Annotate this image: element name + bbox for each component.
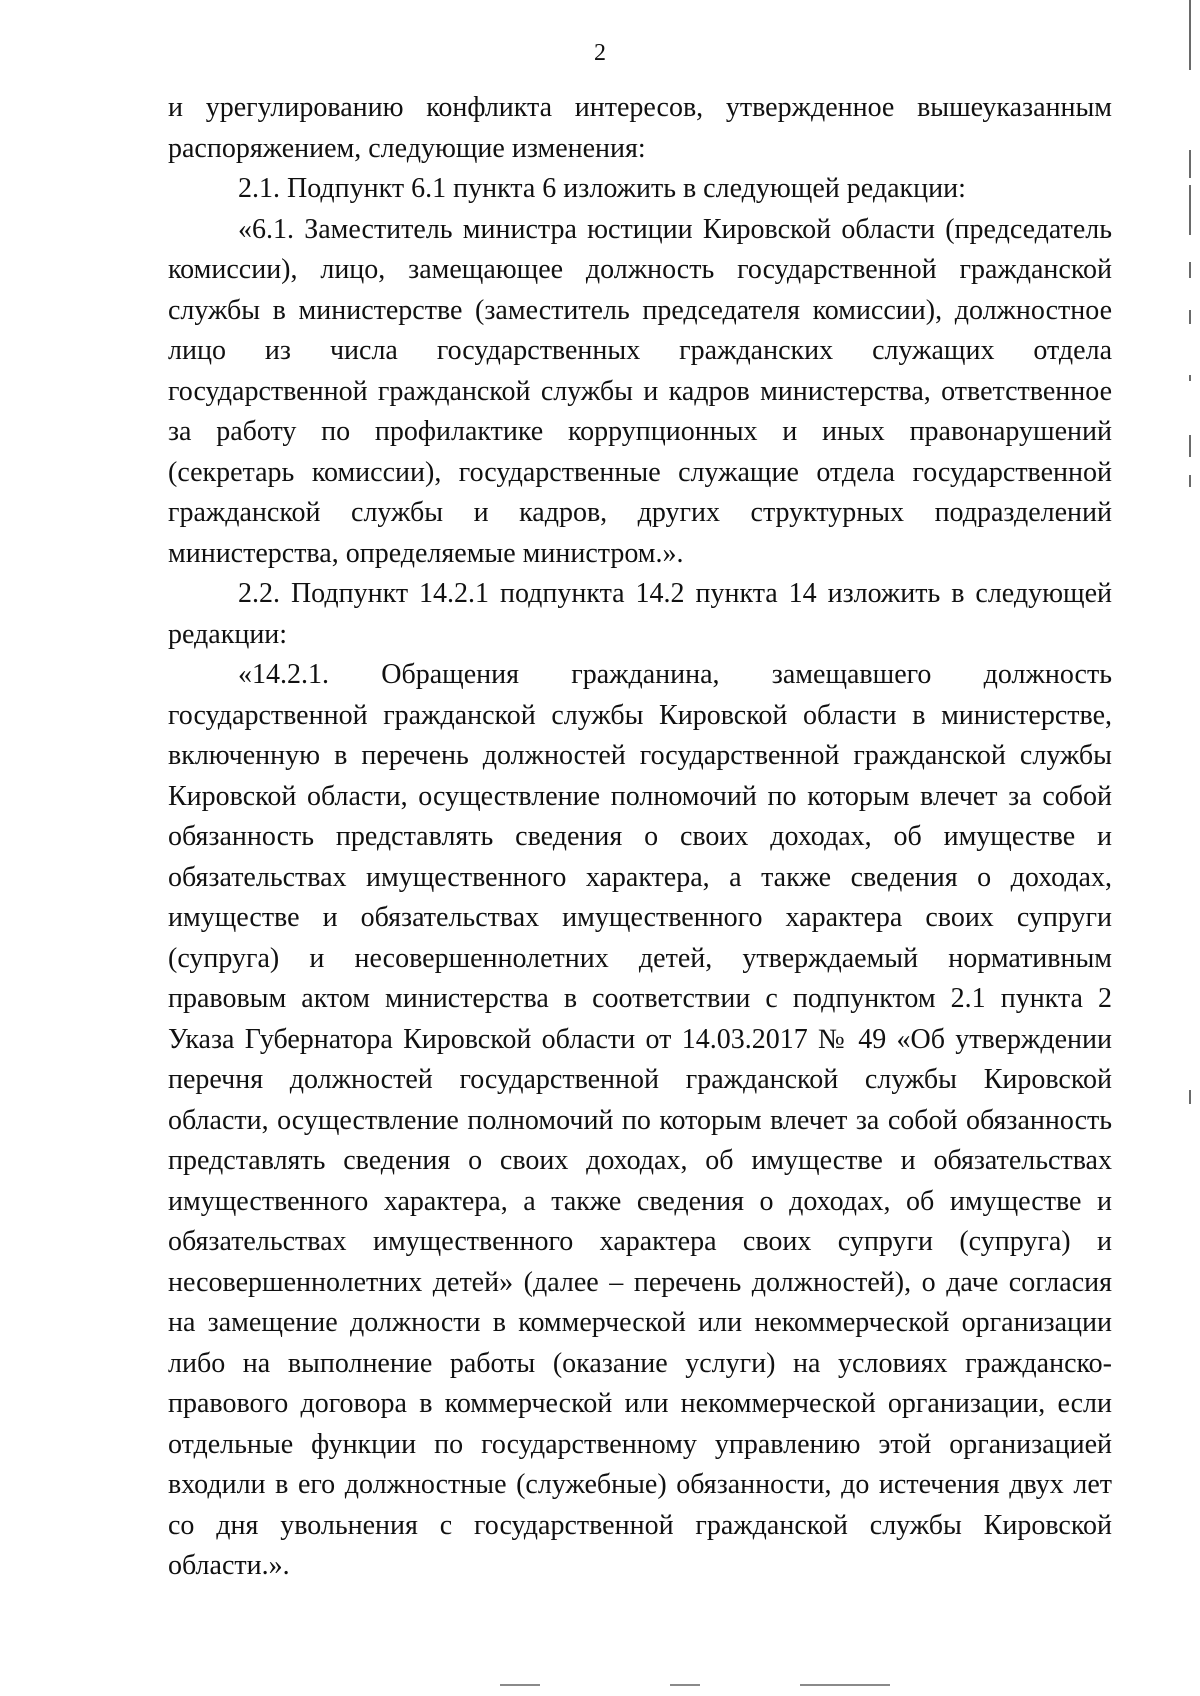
paragraph-6-1-text: «6.1. Заместитель министра юстиции Кировской области (председатель комиссии), лицо, замещающее должность государственной гражданской службы в министерстве (заместитель председателя комиссии), должностное лицо из числа государственных гражданских служащих отдела государственной гражданской службы и кадров министерства, ответственное за работу по профилактике коррупционных и иных правонарушений (секретарь комиссии), государственные служащие отдела государственной гражданской службы и кадров, других структурных подразделений министерства, определяемые министром.». [168,213,1112,569]
page-number: 2 [594,40,606,66]
paragraph-2-1: 2.1. Подпункт 6.1 пункта 6 изложить в следующей редакции: [238,173,966,204]
scan-edge-marks [1189,0,1192,1696]
paragraph-2-2: 2.2. Подпункт 14.2.1 подпункта 14.2 пункта 14 изложить в следующей редакции: [168,578,1112,650]
paragraph-intro: и урегулированию конфликта интересов, утвержденное вышеуказанным распоряжением, следующие изменения: [168,92,1112,164]
document-body [168,88,1112,1587]
paragraph-14-2-1-text: «14.2.1. Обращения гражданина, замещавшего должность государственной гражданской службы Кировской области в министерстве, включенную в перечень должностей государственной гражданской службы Кировской области, осуществление полномочий по которым влечет за собой обязанность представлять сведения о своих доходах, об имуществе и обязательствах имущественного характера, а также сведения о доходах, имуществе и обязательствах имущественного характера своих супруги (супруга) и несовершеннолетних детей, утверждаемый нормативным правовым актом министерства в соответствии с подпунктом 2.1 пункта 2 Указа Губернатора Кировской области от 14.03.2017 № 49 «Об утверждении перечня должностей государственной гражданской службы Кировской области, осуществление полномочий по которым влечет за собой обязанность представлять сведения о своих доходах, об имуществе и обязательствах имущественного характера, а также сведения о доходах, об имуществе и обязательствах имущественного характера своих супруги (супруга) и несовершеннолетних детей» (далее – перечень должностей), о даче согласия на замещение должности в коммерческой или некоммерческой организации либо на выполнение работы (оказание услуги) на условиях гражданско-правового договора в коммерческой или некоммерческой организации, если отдельные функции по государственному управлению этой организацией входили в его должностные (служебные) обязанности, до истечения двух лет со дня увольнения с государственной гражданской службы Кировской области.». [168,659,1112,1581]
scan-bottom-marks [0,1684,1200,1690]
